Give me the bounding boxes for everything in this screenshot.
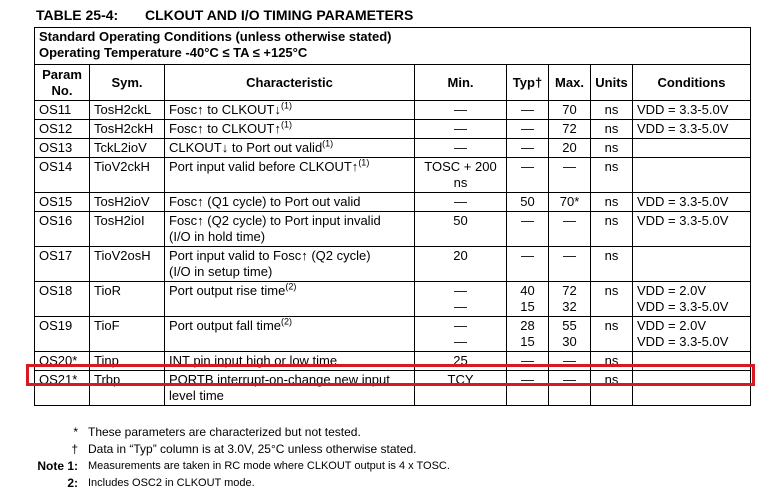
col-max: Max. (549, 65, 591, 101)
characteristic-cell-text: Port input valid before CLKOUT↑ (169, 159, 359, 174)
units-cell-text: ns (604, 121, 619, 136)
typ-cell-text: — (521, 102, 534, 117)
units-cell-text: ns (604, 372, 619, 387)
table-row (35, 193, 751, 212)
units-cell (591, 101, 633, 120)
col-sym: Sym. (90, 65, 165, 101)
min-cell-text: 20 (453, 248, 468, 263)
param-cell-text: OS17 (39, 248, 73, 263)
timing-parameters-table (34, 27, 751, 406)
min-cell (415, 317, 507, 352)
sym-cell-text: Tinp (94, 353, 119, 368)
typ-cell-text: — (521, 372, 534, 387)
sym-cell-text: TioV2osH (94, 248, 151, 263)
units-cell-text: ns (604, 318, 619, 333)
max-cell-text: 70 (562, 102, 577, 117)
min-cell (415, 120, 507, 139)
characteristic-cell-line2: (I/O in hold time) (169, 229, 266, 244)
table-row (35, 282, 751, 317)
units-cell-text: ns (604, 159, 619, 174)
footnote-ref: (2) (285, 281, 297, 292)
typ-cell (507, 101, 549, 120)
characteristic-cell (165, 120, 415, 139)
min-cell-line2: — (454, 334, 467, 349)
sym-cell (90, 139, 165, 158)
conditions-cell (633, 193, 751, 212)
sym-cell (90, 212, 165, 247)
param-cell-text: OS19 (39, 318, 73, 333)
min-cell (415, 193, 507, 212)
note-mark: Note 1: (37, 459, 78, 473)
characteristic-cell (165, 212, 415, 247)
units-cell-text: ns (604, 213, 619, 228)
units-cell-text: ns (604, 283, 619, 298)
characteristic-cell-text: Fosc↑ to CLKOUT↑ (169, 121, 281, 136)
table-row (35, 101, 751, 120)
characteristic-cell-text: INT pin input high or low time (169, 353, 338, 368)
typ-cell (507, 193, 549, 212)
min-cell (415, 101, 507, 120)
conditions-cell (633, 120, 751, 139)
min-cell-text: — (454, 102, 467, 117)
param-cell (35, 101, 90, 120)
max-cell (549, 101, 591, 120)
table-notes (34, 424, 450, 492)
table-row (35, 247, 751, 282)
characteristic-cell-text: Port output fall time (169, 318, 281, 333)
typ-cell-line2: 15 (520, 299, 535, 314)
param-cell (35, 317, 90, 352)
max-cell (549, 158, 591, 193)
min-cell (415, 282, 507, 317)
note-text: Includes OSC2 in CLKOUT mode. (88, 477, 255, 489)
footnote-ref: (2) (281, 316, 292, 327)
characteristic-cell (165, 101, 415, 120)
sym-cell-text: TosH2ioI (94, 213, 145, 228)
conditions-temperature: Operating Temperature -40°C ≤ TA ≤ +125°C (39, 45, 308, 60)
param-cell-text: OS11 (39, 102, 72, 117)
conditions-row (35, 28, 751, 65)
sym-cell (90, 193, 165, 212)
max-cell (549, 247, 591, 282)
characteristic-cell (165, 193, 415, 212)
table-title-text: CLKOUT AND I/O TIMING PARAMETERS (145, 7, 414, 23)
min-cell (415, 212, 507, 247)
conditions-cell-line2: VDD = 3.3-5.0V (637, 334, 729, 349)
max-cell-text: — (563, 248, 576, 263)
table-title (36, 7, 413, 23)
min-cell-text: TCY (447, 372, 474, 387)
units-cell (591, 193, 633, 212)
typ-cell-text: — (521, 353, 534, 368)
max-cell (549, 317, 591, 352)
param-cell-text: OS20* (39, 353, 78, 368)
conditions-cell (633, 212, 751, 247)
max-cell-text: 20 (562, 140, 577, 155)
units-cell-text: ns (604, 248, 619, 263)
note-row (34, 475, 450, 492)
typ-cell-line2: 15 (520, 334, 535, 349)
max-cell-text: 70* (559, 194, 580, 209)
characteristic-cell-text: Fosc↑ to CLKOUT↓ (169, 102, 281, 117)
sym-cell (90, 282, 165, 317)
sym-cell-text: TioR (94, 283, 121, 298)
conditions-cell (633, 139, 751, 158)
table-body (35, 101, 751, 406)
max-cell-text: 72 (562, 121, 577, 136)
conditions-heading: Standard Operating Conditions (unless otherwise stated) (39, 29, 392, 44)
note-mark: † (71, 442, 78, 456)
note-text: Data in “Typ” column is at 3.0V, 25°C unless otherwise stated. (88, 442, 417, 456)
param-cell (35, 282, 90, 317)
typ-cell-text: 40 (520, 283, 535, 298)
characteristic-cell-text: Fosc↑ (Q1 cycle) to Port out valid (169, 194, 361, 209)
min-cell-text: — (454, 121, 467, 136)
param-cell (35, 247, 90, 282)
param-cell-text: OS16 (39, 213, 73, 228)
sym-cell-text: TioV2ckH (94, 159, 150, 174)
units-cell (591, 158, 633, 193)
max-cell-text: 55 (562, 318, 577, 333)
units-cell (591, 139, 633, 158)
typ-cell-text: — (521, 159, 534, 174)
col-units: Units (591, 65, 633, 101)
typ-cell-text: — (521, 140, 534, 155)
max-cell-text: — (563, 353, 576, 368)
units-cell (591, 247, 633, 282)
max-cell (549, 193, 591, 212)
characteristic-cell (165, 282, 415, 317)
typ-cell-text: — (521, 248, 534, 263)
sym-cell-text: TosH2ckH (94, 121, 154, 136)
footnote-ref: (1) (280, 100, 292, 111)
typ-cell-text: 50 (520, 194, 535, 209)
col-conditions: Conditions (633, 65, 751, 101)
sym-cell (90, 120, 165, 139)
typ-cell-text: 28 (520, 318, 535, 333)
units-cell-text: ns (604, 194, 619, 209)
sym-cell-text: TioF (94, 318, 120, 333)
param-cell (35, 139, 90, 158)
conditions-cell-text: VDD = 2.0V (637, 318, 707, 333)
min-cell (415, 158, 507, 193)
param-cell (35, 158, 90, 193)
typ-cell (507, 212, 549, 247)
conditions-cell (633, 282, 751, 317)
param-cell (35, 212, 90, 247)
operating-conditions (35, 28, 751, 65)
characteristic-cell (165, 139, 415, 158)
min-cell (415, 139, 507, 158)
max-cell-text: — (563, 372, 576, 387)
note-row (34, 424, 450, 441)
col-param: Param No. (35, 65, 90, 101)
table-row (35, 212, 751, 247)
sym-cell (90, 247, 165, 282)
typ-cell (507, 282, 549, 317)
min-cell-text: — (454, 140, 467, 155)
header-row (35, 65, 751, 101)
max-cell (549, 139, 591, 158)
min-cell-text: — (454, 318, 467, 333)
units-cell (591, 282, 633, 317)
characteristic-cell-line2: (I/O in setup time) (169, 264, 273, 279)
units-cell-text: ns (604, 140, 619, 155)
param-cell-text: OS21* (39, 372, 78, 387)
sym-cell-text: TosH2ioV (94, 194, 150, 209)
units-cell (591, 212, 633, 247)
characteristic-cell-text: PORTB interrupt-on-change new input (169, 372, 390, 387)
param-cell-text: OS15 (39, 194, 73, 209)
max-cell-text: — (563, 213, 576, 228)
param-cell-text: OS14 (39, 159, 73, 174)
min-cell-text: — (454, 194, 467, 209)
characteristic-cell-text: Port input valid to Fosc↑ (Q2 cycle) (169, 248, 371, 263)
conditions-cell (633, 101, 751, 120)
characteristic-cell-text: Fosc↑ (Q2 cycle) to Port input invalid (169, 213, 381, 228)
conditions-cell (633, 247, 751, 282)
min-cell-text: 50 (453, 213, 468, 228)
conditions-cell (633, 158, 751, 193)
conditions-cell-text: VDD = 3.3-5.0V (637, 194, 729, 209)
min-cell-line2: — (454, 299, 467, 314)
conditions-cell-text: VDD = 3.3-5.0V (637, 121, 729, 136)
param-cell-text: OS12 (39, 121, 73, 136)
footnote-ref: (1) (280, 119, 292, 130)
min-cell-text: 25 (453, 353, 468, 368)
sym-cell (90, 101, 165, 120)
param-cell-text: OS18 (39, 283, 73, 298)
table-row (35, 139, 751, 158)
characteristic-cell (165, 158, 415, 193)
min-cell-text: TOSC + 200 ns (424, 159, 497, 190)
typ-cell (507, 247, 549, 282)
sym-cell-text: TckL2ioV (94, 140, 147, 155)
typ-cell (507, 139, 549, 158)
typ-cell (507, 120, 549, 139)
param-cell (35, 120, 90, 139)
characteristic-cell (165, 317, 415, 352)
note-mark: 2: (67, 476, 78, 490)
characteristic-cell-text: Port output rise time (169, 283, 286, 298)
note-mark: * (73, 425, 78, 439)
max-cell-line2: 30 (562, 334, 577, 349)
table-row (35, 158, 751, 193)
table-row (35, 317, 751, 352)
units-cell (591, 317, 633, 352)
table-number: TABLE 25-4: (36, 7, 119, 23)
note-row (34, 441, 450, 458)
characteristic-cell-text: CLKOUT↓ to Port out valid (169, 140, 323, 155)
footnote-ref: (1) (358, 157, 370, 168)
typ-cell (507, 317, 549, 352)
characteristic-cell (165, 247, 415, 282)
note-text: Measurements are taken in RC mode where CLKOUT output is 4 x TOSC. (88, 460, 450, 472)
characteristic-cell-line2: level time (169, 388, 224, 403)
highlight-box (26, 364, 755, 386)
sym-cell-text: TosH2ckL (94, 102, 152, 117)
table-row (35, 120, 751, 139)
min-cell-text: — (454, 283, 467, 298)
conditions-cell (633, 317, 751, 352)
sym-cell-text: Trbp (94, 372, 121, 387)
sym-cell (90, 317, 165, 352)
min-cell (415, 247, 507, 282)
footnote-ref: (1) (322, 138, 334, 149)
note-text: These parameters are characterized but not tested. (88, 425, 361, 439)
col-characteristic: Characteristic (165, 65, 415, 101)
typ-cell-text: — (521, 213, 534, 228)
units-cell-text: ns (604, 353, 619, 368)
conditions-cell-text: VDD = 2.0V (637, 283, 707, 298)
sym-cell (90, 158, 165, 193)
note-row (34, 458, 450, 475)
max-cell (549, 120, 591, 139)
units-cell-text: ns (604, 102, 619, 117)
conditions-cell-line2: VDD = 3.3-5.0V (637, 299, 729, 314)
col-typ: Typ† (507, 65, 549, 101)
conditions-cell-text: VDD = 3.3-5.0V (637, 102, 729, 117)
max-cell-text: — (563, 159, 576, 174)
param-cell (35, 193, 90, 212)
max-cell (549, 212, 591, 247)
max-cell (549, 282, 591, 317)
typ-cell-text: — (521, 121, 534, 136)
max-cell-text: 72 (562, 283, 577, 298)
param-cell-text: OS13 (39, 140, 73, 155)
max-cell-line2: 32 (562, 299, 577, 314)
units-cell (591, 120, 633, 139)
typ-cell (507, 158, 549, 193)
conditions-cell-text: VDD = 3.3-5.0V (637, 213, 729, 228)
col-min: Min. (415, 65, 507, 101)
